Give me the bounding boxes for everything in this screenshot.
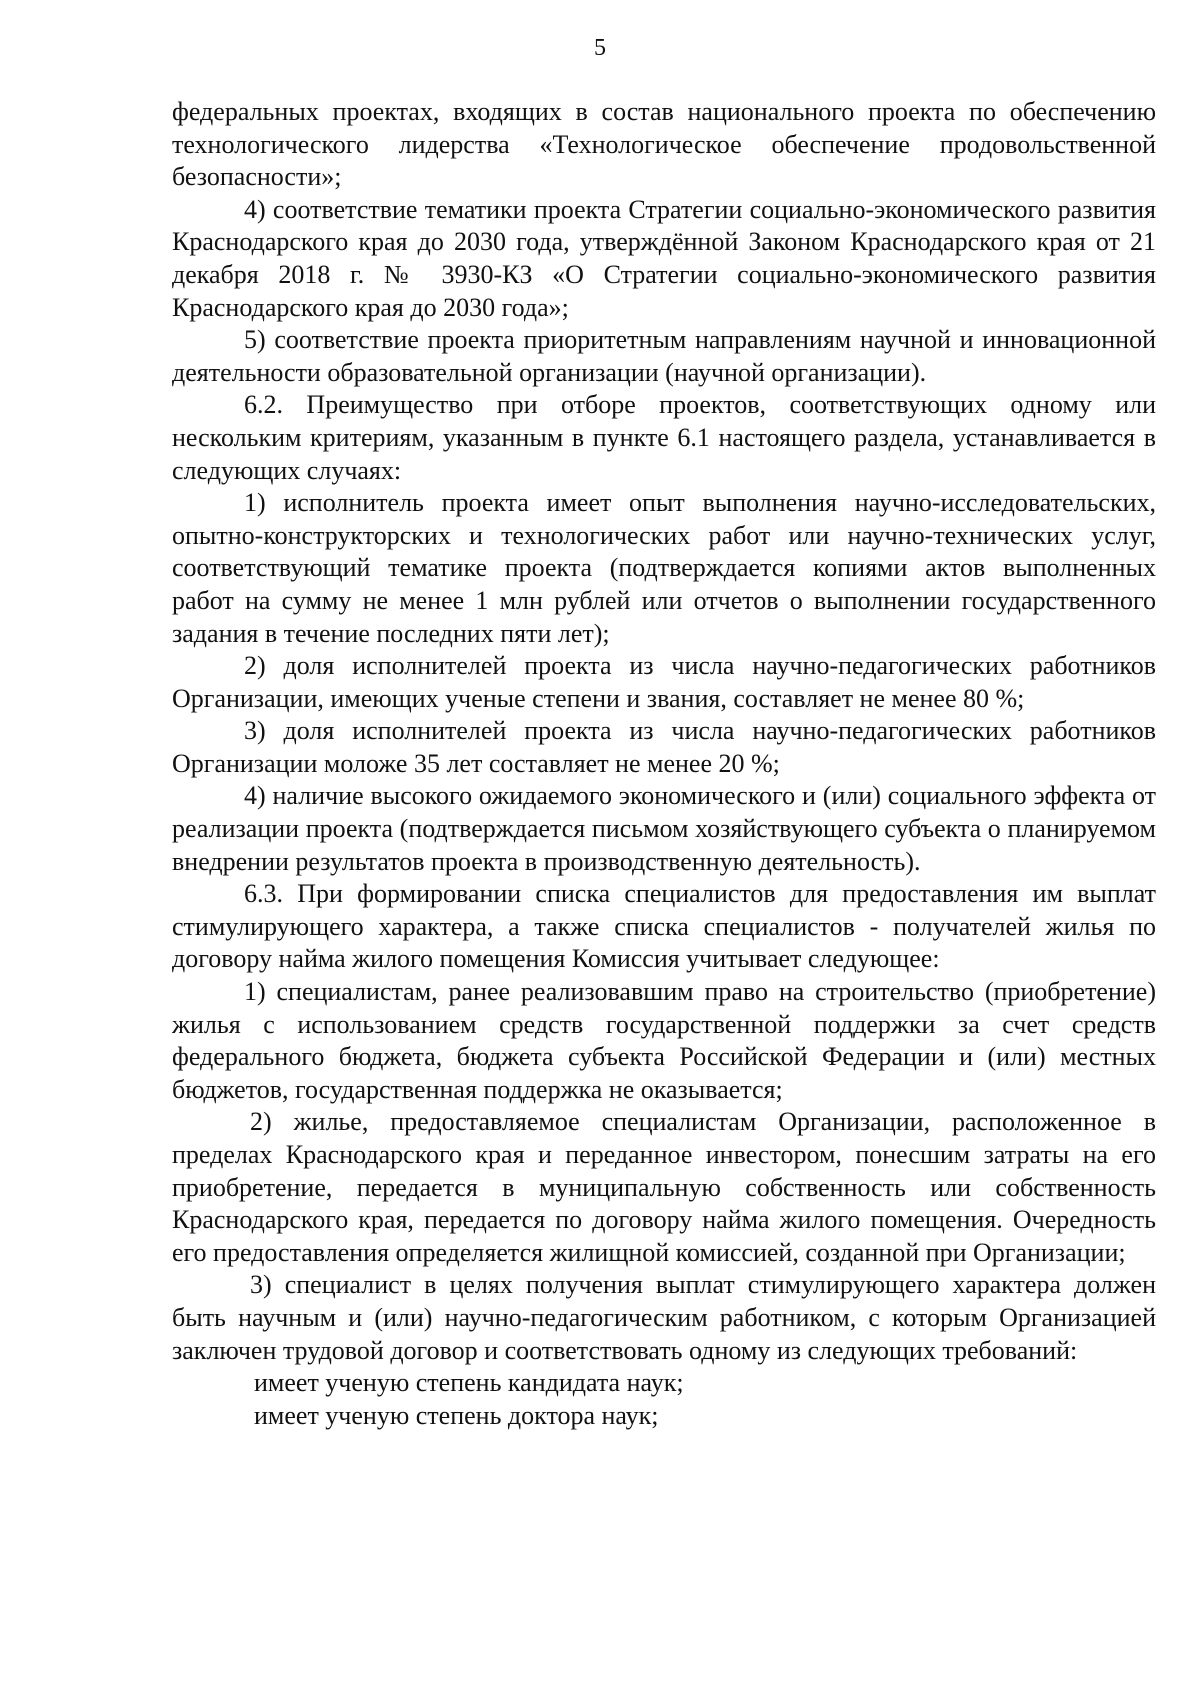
paragraph-criterion-4: 4) соответствие тематики проекта Стратегии социально-экономического развития Краснодарского края до 2030 года, утверждённой Законом Краснодарского края от 21 декабря 2018 г. № 3930-КЗ «О Стратегии социально-экономического развития Краснодарского края до 2030 года»; <box>172 194 1156 322</box>
document-body <box>172 96 1156 1432</box>
page-number: 5 <box>594 35 606 61</box>
paragraph-6-2-item-4: 4) наличие высокого ожидаемого экономического и (или) социального эффекта от реализации проекта (подтверждается письмом хозяйствующего субъекта о планируемом внедрении результатов проекта в производственную деятельность). <box>172 781 1156 876</box>
list-item: имеет ученую степень кандидата наук; <box>254 1368 684 1398</box>
paragraph-6-3-item-1: 1) специалистам, ранее реализовавшим право на строительство (приобретение) жилья с использованием средств государственной поддержки за счет средств федерального бюджета, бюджета субъекта Российской Федерации и (или) местных бюджетов, государственная поддержка не оказывается; <box>172 977 1156 1104</box>
paragraph-6-2-item-1: 1) исполнитель проекта имеет опыт выполнения научно-исследовательских, опытно-конструкторских и технологических работ или научно-технических услуг, соответствующий тематике проекта (подтверждается копиями актов выполненных работ на сумму не менее 1 млн рублей или отчетов о выполнении государственного задания в течение последних пяти лет); <box>172 488 1156 648</box>
list-item: имеет ученую степень доктора наук; <box>254 1400 659 1430</box>
paragraph-6-2-item-2: 2) доля исполнителей проекта из числа научно-педагогических работников Организации, имеющих ученые степени и звания, составляет не менее 80 %; <box>172 651 1156 713</box>
paragraph-6-3-item-2: 2) жилье, предоставляемое специалистам Организации, расположенное в пределах Краснодарского края и переданное инвестором, понесшим затраты на его приобретение, передается в муниципальную собственность или собственность Краснодарского края, передается по договору найма жилого помещения. Очередность его предоставления определяется жилищной комиссией, созданной при Организации; <box>172 1107 1156 1267</box>
paragraph-criterion-5: 5) соответствие проекта приоритетным направлениям научной и инновационной деятельности образовательной организации (научной организации). <box>172 325 1156 387</box>
paragraph-6-2-item-3: 3) доля исполнителей проекта из числа научно-педагогических работников Организации моложе 35 лет составляет не менее 20 %; <box>172 716 1156 778</box>
paragraph-6-3: 6.3. При формировании списка специалистов для предоставления им выплат стимулирующего характера, а также списка специалистов - получателей жилья по договору найма жилого помещения Комиссия учитывает следующее: <box>172 879 1156 974</box>
paragraph-6-3-item-3: 3) специалист в целях получения выплат стимулирующего характера должен быть научным и (или) научно-педагогическим работником, с которым Организацией заключен трудовой договор и соответствовать одному из следующих требований: <box>172 1270 1156 1365</box>
paragraph-6-2: 6.2. Преимущество при отборе проектов, соответствующих одному или нескольким критериям, указанным в пункте 6.1 настоящего раздела, устанавливается в следующих случаях: <box>172 390 1156 485</box>
paragraph-continuation: федеральных проектах, входящих в состав национального проекта по обеспечению технологического лидерства «Технологическое обеспечение продовольственной безопасности»; <box>172 97 1156 192</box>
